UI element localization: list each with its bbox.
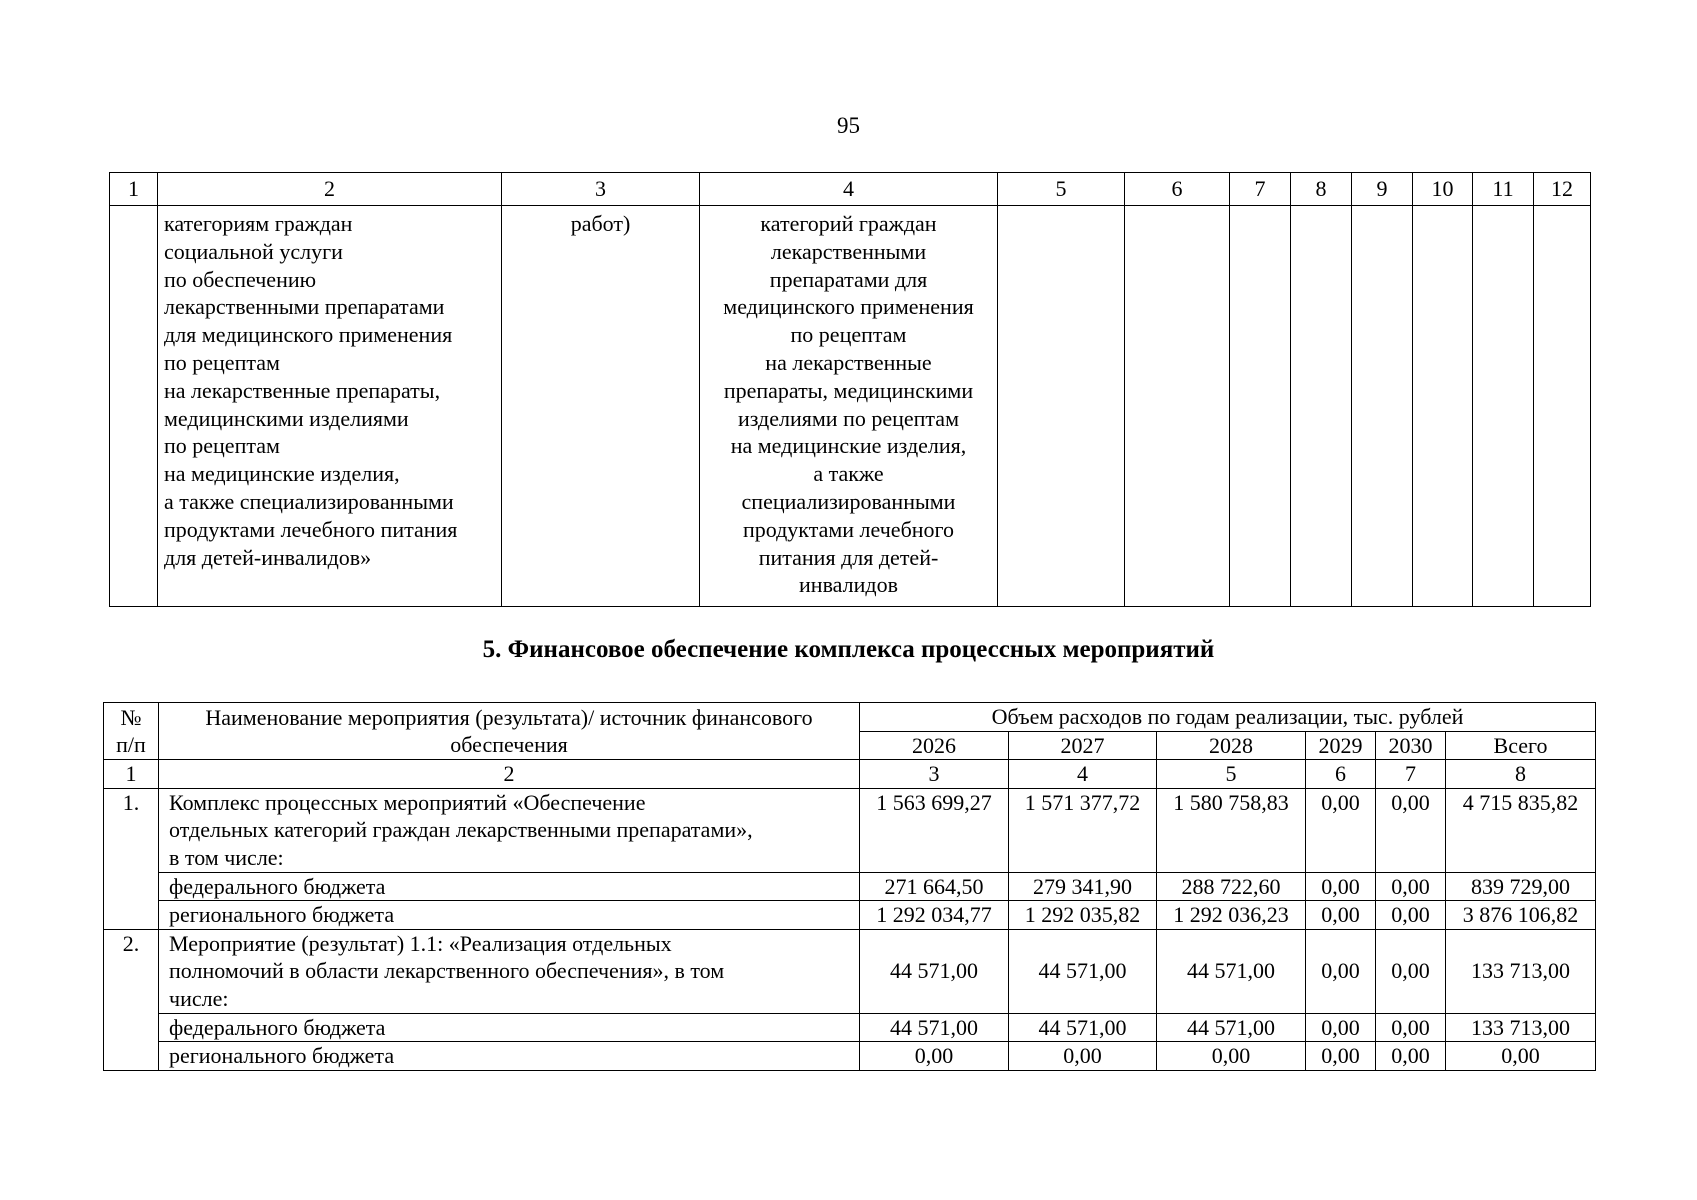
table-subrow — [104, 1013, 1596, 1042]
header-year: 2030 — [1376, 731, 1446, 760]
table-row — [104, 788, 1596, 872]
column-number: 12 — [1534, 173, 1591, 206]
column-number-row — [104, 760, 1596, 789]
header-year: 2028 — [1157, 731, 1306, 760]
column-number: 3 — [860, 760, 1009, 789]
text-line: лекарственными — [770, 238, 927, 264]
value-cell: 0,00 — [1306, 1042, 1376, 1071]
value-cell: 1 563 699,27 — [860, 788, 1009, 872]
text-line: специализированными — [741, 488, 956, 514]
text-line: на медицинские изделия, — [164, 461, 400, 487]
text-line: категорий граждан — [760, 211, 937, 236]
text-line: в том числе: — [169, 844, 284, 870]
column-number: 7 — [1376, 760, 1446, 789]
value-cell: 1 292 035,82 — [1009, 901, 1157, 930]
table-row — [110, 206, 1591, 607]
empty-cell — [1413, 206, 1473, 607]
row-name — [159, 788, 860, 872]
header-number — [104, 703, 159, 760]
value-cell: 44 571,00 — [1009, 929, 1157, 1013]
value-cell: 0,00 — [1376, 872, 1446, 901]
header-row — [104, 703, 1596, 732]
table-subrow — [104, 901, 1596, 930]
text-line: лекарственными препаратами — [164, 294, 445, 320]
total-cell: 4 715 835,82 — [1446, 788, 1596, 872]
value-cell: 0,00 — [1306, 929, 1376, 1013]
column-number: 6 — [1306, 760, 1376, 789]
column-number: 5 — [998, 173, 1125, 206]
continuation-table — [109, 172, 1591, 607]
text-line: продуктами лечебного питания — [164, 516, 458, 542]
column-number: 10 — [1413, 173, 1473, 206]
text-line: работ) — [570, 211, 631, 236]
header-name: Наименование мероприятия (результата)/ источник финансового обеспечения — [159, 703, 860, 760]
value-cell: 0,00 — [1306, 872, 1376, 901]
column-number: 8 — [1446, 760, 1596, 789]
source-name: федерального бюджета — [159, 1013, 860, 1042]
value-cell: 0,00 — [1306, 788, 1376, 872]
header-year: 2026 — [860, 731, 1009, 760]
value-cell: 1 292 034,77 — [860, 901, 1009, 930]
text-line: социальной услуги — [164, 238, 343, 264]
text-line: по рецептам — [790, 322, 907, 348]
column-number: 4 — [700, 173, 998, 206]
value-cell: 271 664,50 — [860, 872, 1009, 901]
text-line: препаратами для — [769, 266, 928, 292]
value-cell: 0,00 — [860, 1042, 1009, 1071]
text-line: на лекарственные препараты, — [164, 377, 441, 403]
empty-cell — [1473, 206, 1534, 607]
empty-cell — [1291, 206, 1352, 607]
text-line: питания для детей- — [758, 544, 939, 570]
text-line: медицинского применения — [723, 294, 974, 320]
source-name: регионального бюджета — [159, 901, 860, 930]
value-cell: 0,00 — [1157, 1042, 1306, 1071]
text-line: по обеспечению — [164, 266, 317, 292]
type-cell — [502, 206, 700, 607]
value-cell: 1 292 036,23 — [1157, 901, 1306, 930]
value-cell: 44 571,00 — [860, 929, 1009, 1013]
empty-cell — [1534, 206, 1591, 607]
text-line: по рецептам — [164, 349, 280, 375]
text-line: категориям граждан — [164, 211, 353, 236]
value-cell: 288 722,60 — [1157, 872, 1306, 901]
total-cell: 133 713,00 — [1446, 929, 1596, 1013]
column-number: 11 — [1473, 173, 1534, 206]
row-number: 1. — [104, 788, 159, 929]
value-cell: 279 341,90 — [1009, 872, 1157, 901]
text-line: изделиями по рецептам — [737, 405, 959, 431]
text-line: на медицинские изделия, — [730, 433, 967, 459]
column-number: 3 — [502, 173, 700, 206]
column-number: 5 — [1157, 760, 1306, 789]
value-cell: 0,00 — [1376, 1013, 1446, 1042]
text-line: для медицинского применения — [164, 322, 453, 348]
value-cell: 0,00 — [1306, 901, 1376, 930]
table-subrow — [104, 872, 1596, 901]
section-title: 5. Финансовое обеспечение комплекса процессных мероприятий — [482, 636, 1215, 663]
value-cell: 44 571,00 — [1009, 1013, 1157, 1042]
value-cell: 0,00 — [1009, 1042, 1157, 1071]
column-number: 9 — [1352, 173, 1413, 206]
header-number-sign: № — [120, 704, 142, 730]
value-cell: 1 580 758,83 — [1157, 788, 1306, 872]
value-cell: 44 571,00 — [1157, 1013, 1306, 1042]
table-row — [104, 929, 1596, 1013]
value-cell: 0,00 — [1376, 901, 1446, 930]
value-cell: 44 571,00 — [1157, 929, 1306, 1013]
column-number: 7 — [1230, 173, 1291, 206]
column-number: 2 — [158, 173, 502, 206]
text-line: полномочий в области лекарственного обеспечения», в том — [169, 958, 725, 983]
empty-cell — [1230, 206, 1291, 607]
text-line: продуктами лечебного — [742, 516, 955, 542]
total-cell: 3 876 106,82 — [1446, 901, 1596, 930]
column-number: 6 — [1125, 173, 1230, 206]
service-description-cell — [158, 206, 502, 607]
value-cell: 0,00 — [1376, 788, 1446, 872]
value-cell: 0,00 — [1376, 929, 1446, 1013]
value-cell: 0,00 — [1306, 1013, 1376, 1042]
header-year: 2027 — [1009, 731, 1157, 760]
column-number: 2 — [159, 760, 860, 789]
page-number: 95 — [837, 113, 860, 138]
empty-cell — [110, 206, 158, 607]
text-line: отдельных категорий граждан лекарственными препаратами», — [169, 817, 753, 842]
row-name — [159, 929, 860, 1013]
column-number-row — [110, 173, 1591, 206]
header-total: Всего — [1446, 731, 1596, 760]
text-line: по рецептам — [164, 433, 280, 459]
header-volume: Объем расходов по годам реализации, тыс. рублей — [860, 703, 1596, 732]
value-cell: 44 571,00 — [860, 1013, 1009, 1042]
total-cell: 0,00 — [1446, 1042, 1596, 1071]
header-number-abbr: п/п — [116, 732, 146, 757]
source-name: федерального бюджета — [159, 872, 860, 901]
empty-cell — [998, 206, 1125, 607]
text-line: препараты, медицинскими — [723, 377, 974, 403]
total-cell: 839 729,00 — [1446, 872, 1596, 901]
financing-table — [103, 702, 1596, 1071]
text-line: Мероприятие (результат) 1.1: «Реализация отдельных — [169, 930, 672, 956]
column-number: 1 — [110, 173, 158, 206]
text-line: медицинскими изделиями — [164, 405, 409, 431]
empty-cell — [1125, 206, 1230, 607]
header-year: 2029 — [1306, 731, 1376, 760]
empty-cell — [1352, 206, 1413, 607]
text-line: а также специализированными — [164, 488, 454, 514]
text-line: числе: — [169, 985, 229, 1011]
row-number: 2. — [104, 929, 159, 1070]
text-line: на лекарственные — [765, 349, 932, 375]
value-cell: 0,00 — [1376, 1042, 1446, 1071]
text-line: для детей-инвалидов» — [164, 544, 372, 570]
total-cell: 133 713,00 — [1446, 1013, 1596, 1042]
source-name: регионального бюджета — [159, 1042, 860, 1071]
indicator-description-cell — [700, 206, 998, 607]
column-number: 4 — [1009, 760, 1157, 789]
column-number: 8 — [1291, 173, 1352, 206]
text-line: Комплекс процессных мероприятий «Обеспечение — [169, 789, 646, 815]
text-line: а также — [813, 461, 884, 487]
value-cell: 1 571 377,72 — [1009, 788, 1157, 872]
text-line: инвалидов — [799, 572, 898, 598]
table-subrow — [104, 1042, 1596, 1071]
column-number: 1 — [104, 760, 159, 789]
